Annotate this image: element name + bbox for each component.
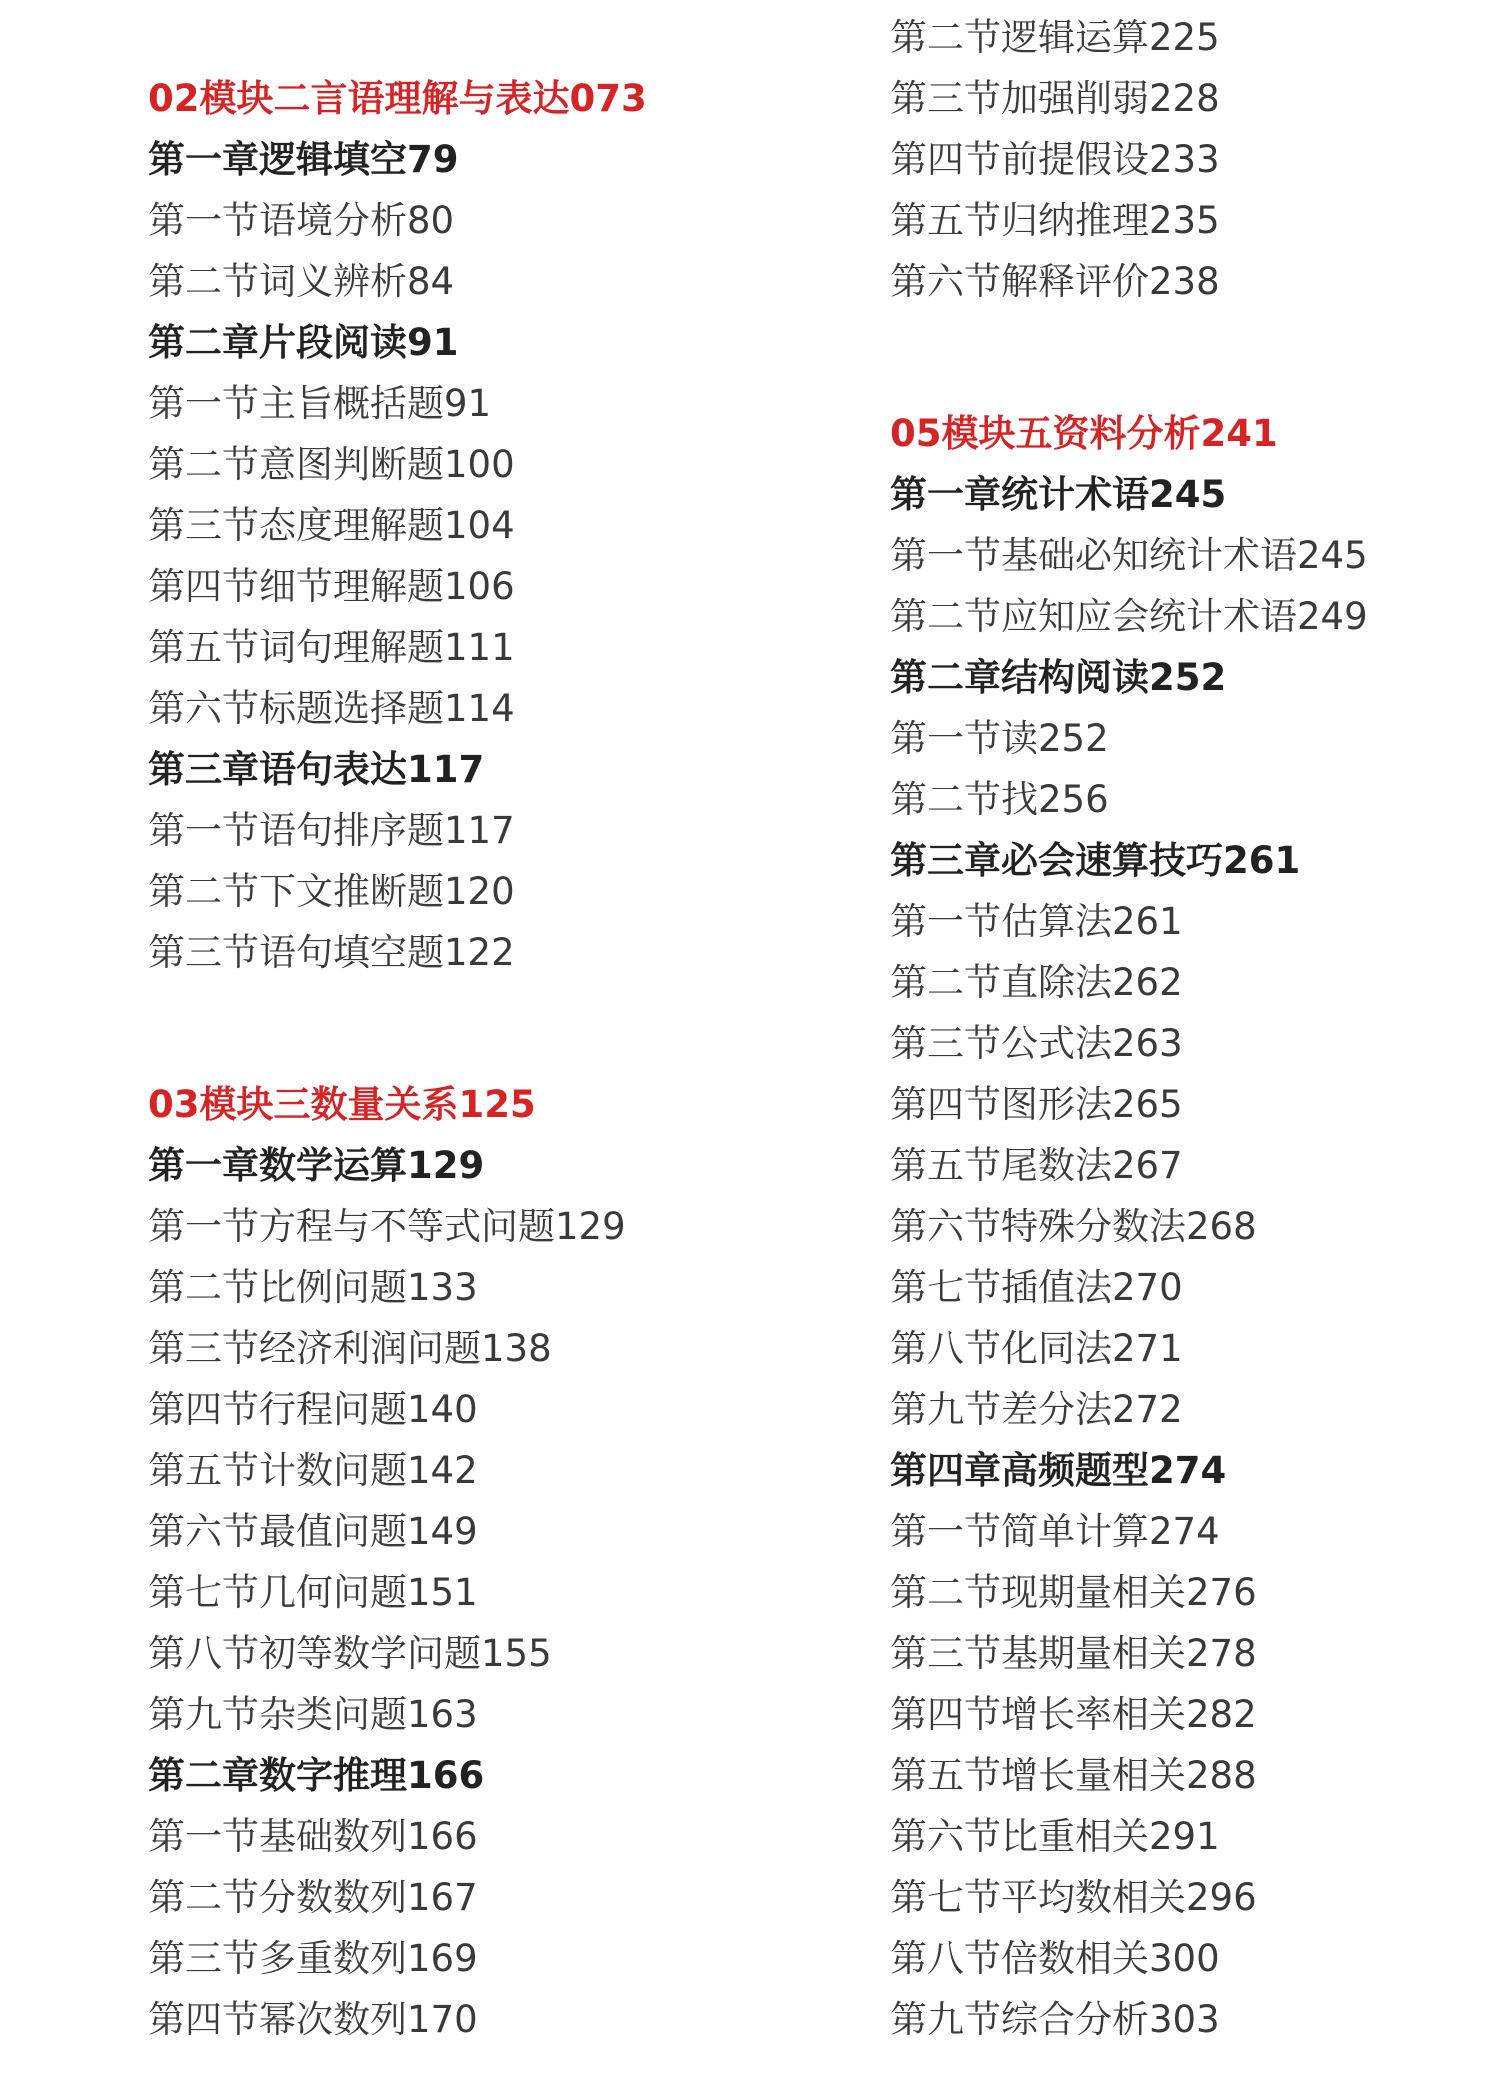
toc-module-heading: 02模块二言语理解与表达073 [148,77,647,120]
toc-section-entry: 第六节特殊分数法268 [890,1205,1257,1248]
toc-right-column [890,7,1368,2050]
toc-module-heading: 03模块三数量关系125 [148,1083,536,1126]
toc-section-entry: 第三节多重数列169 [148,1937,478,1980]
toc-chapter-heading: 第一章统计术语245 [890,473,1227,516]
toc-section-entry: 第六节最值问题149 [148,1510,478,1553]
toc-section-entry: 第九节差分法272 [890,1388,1183,1431]
toc-section-entry: 第四节前提假设233 [890,138,1220,181]
toc-section-entry: 第六节比重相关291 [890,1815,1220,1858]
toc-section-entry: 第二节逻辑运算225 [890,16,1220,59]
toc-section-entry: 第六节解释评价238 [890,260,1220,303]
toc-section-entry: 第五节增长量相关288 [890,1754,1257,1797]
toc-section-entry: 第六节标题选择题114 [148,687,515,730]
toc-section-entry: 第九节综合分析303 [890,1998,1220,2041]
toc-section-entry: 第三节经济利润问题138 [148,1327,552,1370]
toc-chapter-heading: 第一章数学运算129 [148,1144,485,1187]
toc-section-entry: 第三节语句填空题122 [148,931,515,974]
toc-module-heading: 05模块五资料分析241 [890,412,1278,455]
toc-section-entry: 第二节比例问题133 [148,1266,478,1309]
toc-section-entry: 第一节简单计算274 [890,1510,1220,1553]
toc-chapter-heading: 第二章片段阅读91 [148,321,459,364]
toc-section-entry: 第一节语境分析80 [148,199,455,242]
toc-chapter-heading: 第三章语句表达117 [148,748,485,791]
toc-section-entry: 第七节几何问题151 [148,1571,478,1614]
toc-section-entry: 第四节图形法265 [890,1083,1183,1126]
toc-section-entry: 第三节加强削弱228 [890,77,1220,120]
toc-section-entry: 第四节增长率相关282 [890,1693,1257,1736]
toc-section-entry: 第二节现期量相关276 [890,1571,1257,1614]
toc-section-entry: 第二节找256 [890,778,1109,821]
toc-section-entry: 第九节杂类问题163 [148,1693,478,1736]
toc-section-entry: 第三节基期量相关278 [890,1632,1257,1675]
section-gap [148,983,647,1074]
toc-left-column [148,68,647,2050]
toc-section-entry: 第二节意图判断题100 [148,443,515,486]
toc-chapter-heading: 第二章数字推理166 [148,1754,485,1797]
toc-section-entry: 第三节公式法263 [890,1022,1183,1065]
toc-section-entry: 第一节基础数列166 [148,1815,478,1858]
toc-section-entry: 第八节初等数学问题155 [148,1632,552,1675]
toc-section-entry: 第一节估算法261 [890,900,1183,943]
toc-section-entry: 第七节插值法270 [890,1266,1183,1309]
toc-section-entry: 第一节读252 [890,717,1109,760]
toc-section-entry: 第四节幂次数列170 [148,1998,478,2041]
toc-section-entry: 第二节词义辨析84 [148,260,455,303]
toc-section-entry: 第七节平均数相关296 [890,1876,1257,1919]
toc-chapter-heading: 第四章高频题型274 [890,1449,1227,1492]
toc-chapter-heading: 第二章结构阅读252 [890,656,1227,699]
toc-section-entry: 第二节直除法262 [890,961,1183,1004]
toc-section-entry: 第一节主旨概括题91 [148,382,492,425]
toc-chapter-heading: 第一章逻辑填空79 [148,138,459,181]
toc-section-entry: 第一节方程与不等式问题129 [148,1205,626,1248]
toc-section-entry: 第八节化同法271 [890,1327,1183,1370]
section-gap [890,312,1368,403]
toc-chapter-heading: 第三章必会速算技巧261 [890,839,1301,882]
toc-section-entry: 第一节基础必知统计术语245 [890,534,1368,577]
toc-section-entry: 第五节尾数法267 [890,1144,1183,1187]
toc-section-entry: 第三节态度理解题104 [148,504,515,547]
toc-section-entry: 第四节细节理解题106 [148,565,515,608]
toc-section-entry: 第二节应知应会统计术语249 [890,595,1368,638]
toc-section-entry: 第二节下文推断题120 [148,870,515,913]
toc-section-entry: 第五节归纳推理235 [890,199,1220,242]
toc-section-entry: 第五节计数问题142 [148,1449,478,1492]
toc-section-entry: 第二节分数数列167 [148,1876,478,1919]
toc-section-entry: 第四节行程问题140 [148,1388,478,1431]
toc-section-entry: 第五节词句理解题111 [148,626,515,669]
toc-section-entry: 第八节倍数相关300 [890,1937,1220,1980]
toc-section-entry: 第一节语句排序题117 [148,809,515,852]
